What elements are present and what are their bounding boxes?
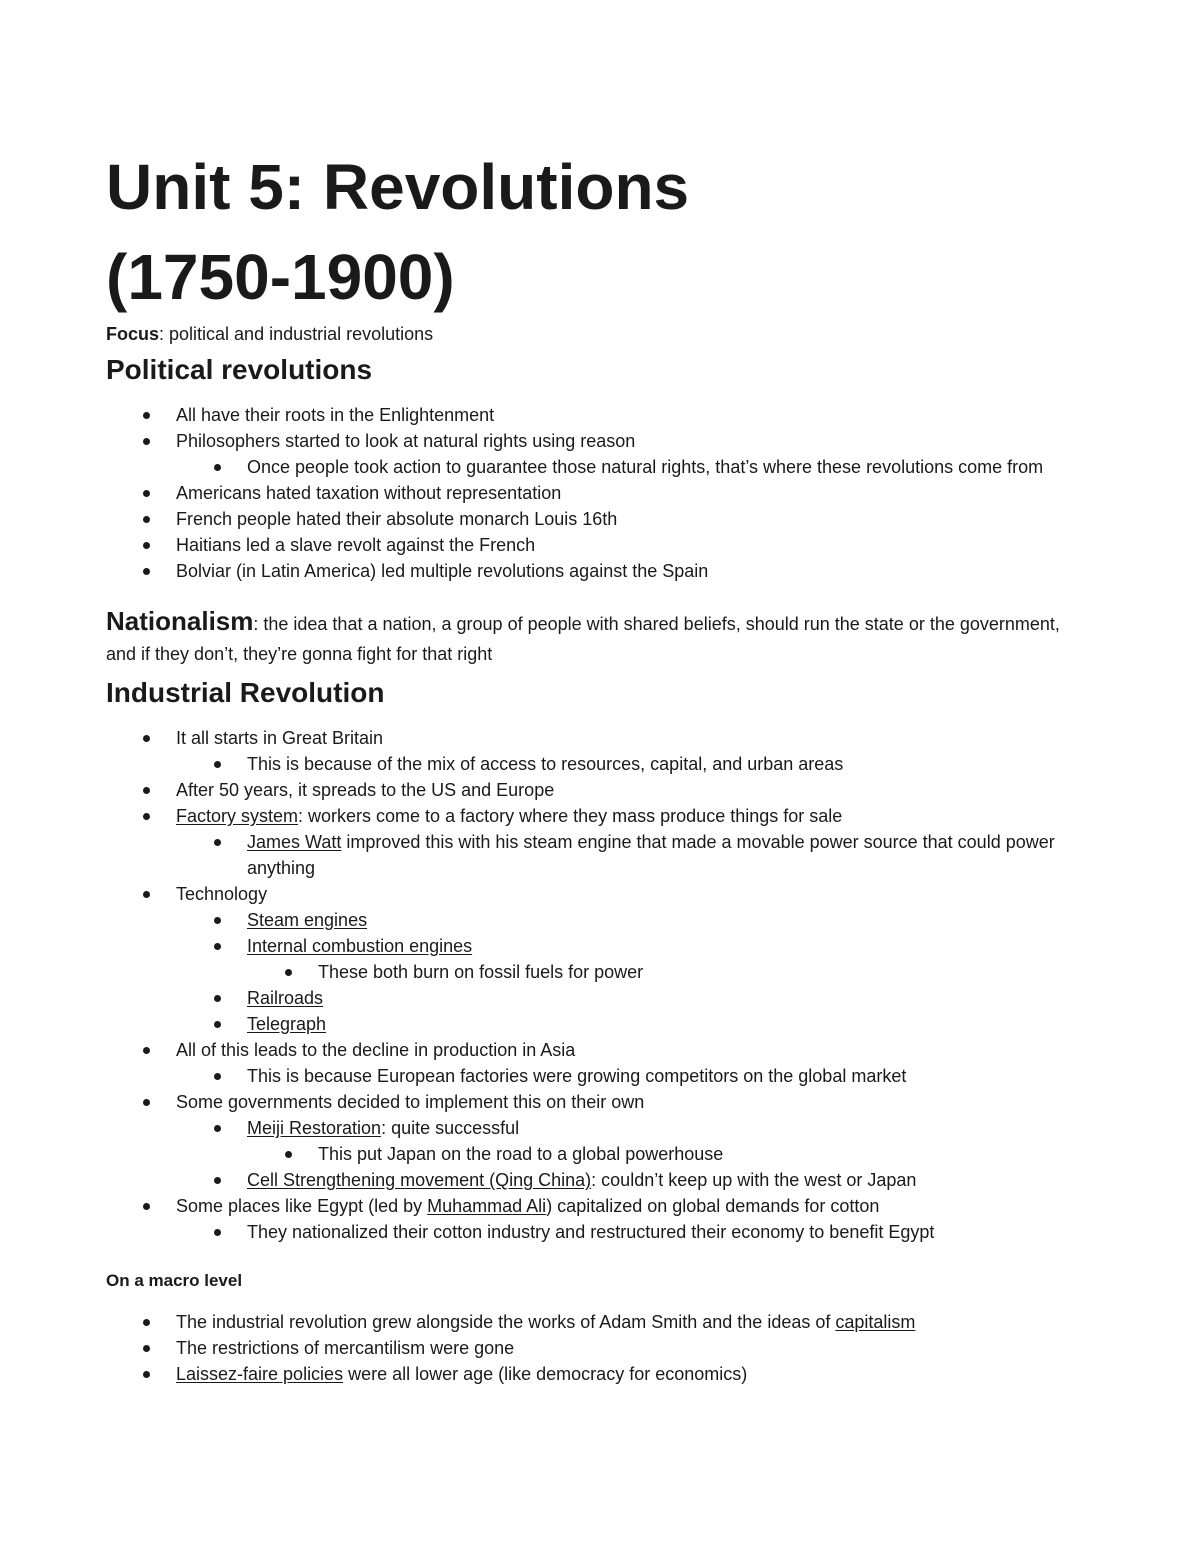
bullet-icon xyxy=(214,1125,221,1132)
bullet-icon xyxy=(143,1047,150,1054)
bullet-icon xyxy=(214,1177,221,1184)
list-item xyxy=(106,959,1086,985)
item-text: It all starts in Great Britain xyxy=(176,728,384,748)
item-text: Haitians led a slave revolt against the French xyxy=(176,535,536,555)
bullet-icon xyxy=(143,1203,150,1210)
bullet-icon xyxy=(143,516,150,523)
self-strengthening-term: Cell Strengthening movement (Qing China) xyxy=(247,1170,592,1190)
bullet-icon xyxy=(143,1099,150,1106)
item-text: This is because European factories were growing competitors on the global market xyxy=(247,1066,907,1086)
list-item xyxy=(106,1037,1086,1063)
list-item xyxy=(106,985,1086,1011)
bullet-icon xyxy=(214,839,221,846)
nationalism-term: Nationalism xyxy=(106,606,254,636)
bullet-icon xyxy=(143,735,150,742)
political-heading: Political revolutions xyxy=(106,354,373,385)
list-item xyxy=(106,1335,1086,1361)
list-item xyxy=(106,751,1086,777)
bullet-icon xyxy=(143,412,150,419)
item-text: The industrial revolution grew alongside the works of Adam Smith and the ideas of xyxy=(176,1312,836,1332)
list-item xyxy=(106,803,1086,829)
list-item xyxy=(106,480,1086,506)
bullet-icon xyxy=(143,813,150,820)
bullet-icon xyxy=(143,891,150,898)
list-item xyxy=(106,1115,1086,1141)
focus-label: Focus xyxy=(106,324,160,344)
item-text: ) capitalized on global demands for cotton xyxy=(546,1196,880,1216)
list-item xyxy=(106,506,1086,532)
item-text: Some governments decided to implement this on their own xyxy=(176,1092,645,1112)
nationalism-text: : the idea that a nation, a group of people with shared beliefs, should run the state or the government, and if they don’t, they’re gonna fight for that right xyxy=(106,614,1060,664)
item-text: This put Japan on the road to a global powerhouse xyxy=(318,1144,724,1164)
macro-heading: On a macro level xyxy=(106,1271,243,1290)
page-title xyxy=(106,142,1086,322)
bullet-icon xyxy=(143,787,150,794)
item-text: were all lower age (like democracy for economics) xyxy=(343,1364,748,1384)
list-item xyxy=(106,1309,1086,1335)
muhammad-ali-term: Muhammad Ali xyxy=(427,1196,547,1216)
item-text: Once people took action to guarantee those natural rights, that’s where these revolutions come from xyxy=(247,457,1044,477)
item-text: : couldn’t keep up with the west or Japan xyxy=(591,1170,917,1190)
list-item xyxy=(106,1167,1086,1193)
document-page xyxy=(106,142,1086,1387)
railroads-term: Railroads xyxy=(247,988,324,1008)
item-text: Bolviar (in Latin America) led multiple revolutions against the Spain xyxy=(176,561,709,581)
focus-text: : political and industrial revolutions xyxy=(159,324,434,344)
list-item xyxy=(106,777,1086,803)
list-item xyxy=(106,454,1086,480)
industrial-heading: Industrial Revolution xyxy=(106,677,385,708)
list-item xyxy=(106,1011,1086,1037)
list-item xyxy=(106,402,1086,428)
list-item xyxy=(106,881,1086,907)
item-text: They nationalized their cotton industry and restructured their economy to benefit Egypt xyxy=(247,1222,935,1242)
list-item xyxy=(106,1219,1086,1245)
item-text: Technology xyxy=(176,884,268,904)
bullet-icon xyxy=(214,1229,221,1236)
item-text: French people hated their absolute monarch Louis 16th xyxy=(176,509,618,529)
industrial-list xyxy=(106,725,1086,1245)
list-item xyxy=(106,1141,1086,1167)
bullet-icon xyxy=(143,438,150,445)
list-item xyxy=(106,1063,1086,1089)
bullet-icon xyxy=(285,969,292,976)
bullet-icon xyxy=(143,542,150,549)
list-item xyxy=(106,428,1086,454)
item-text: Americans hated taxation without representation xyxy=(176,483,562,503)
item-text: : workers come to a factory where they mass produce things for sale xyxy=(298,806,843,826)
item-text: Philosophers started to look at natural rights using reason xyxy=(176,431,636,451)
item-text: improved this with his steam engine that made a movable power source that could power anything xyxy=(247,832,1055,878)
nationalism-paragraph xyxy=(106,606,1086,669)
title-line-1: Unit 5: Revolutions xyxy=(106,151,690,223)
bullet-icon xyxy=(214,1073,221,1080)
item-text: This is because of the mix of access to resources, capital, and urban areas xyxy=(247,754,844,774)
item-text: The restrictions of mercantilism were gone xyxy=(176,1338,515,1358)
factory-system-term: Factory system xyxy=(176,806,299,826)
bullet-icon xyxy=(214,917,221,924)
bullet-icon xyxy=(214,943,221,950)
meiji-restoration-term: Meiji Restoration xyxy=(247,1118,382,1138)
bullet-icon xyxy=(143,1345,150,1352)
list-item xyxy=(106,558,1086,584)
james-watt-term: James Watt xyxy=(247,832,342,852)
laissez-faire-term: Laissez-faire policies xyxy=(176,1364,344,1384)
telegraph-term: Telegraph xyxy=(247,1014,327,1034)
item-text: : quite successful xyxy=(381,1118,520,1138)
list-item xyxy=(106,1193,1086,1219)
bullet-icon xyxy=(214,995,221,1002)
political-list xyxy=(106,402,1086,584)
list-item xyxy=(106,933,1086,959)
bullet-icon xyxy=(143,1319,150,1326)
list-item xyxy=(106,829,1086,881)
bullet-icon xyxy=(143,568,150,575)
bullet-icon xyxy=(285,1151,292,1158)
steam-engines-term: Steam engines xyxy=(247,910,368,930)
list-item xyxy=(106,1089,1086,1115)
bullet-icon xyxy=(143,1371,150,1378)
bullet-icon xyxy=(214,464,221,471)
internal-combustion-term: Internal combustion engines xyxy=(247,936,473,956)
capitalism-term: capitalism xyxy=(835,1312,916,1332)
bullet-icon xyxy=(143,490,150,497)
list-item xyxy=(106,725,1086,751)
item-text: All have their roots in the Enlightenment xyxy=(176,405,495,425)
list-item xyxy=(106,1361,1086,1387)
macro-list xyxy=(106,1309,1086,1387)
focus-line xyxy=(106,322,1086,346)
item-text: After 50 years, it spreads to the US and Europe xyxy=(176,780,555,800)
item-text: These both burn on fossil fuels for power xyxy=(318,962,644,982)
item-text: Some places like Egypt (led by xyxy=(176,1196,428,1216)
bullet-icon xyxy=(214,1021,221,1028)
list-item xyxy=(106,907,1086,933)
list-item xyxy=(106,532,1086,558)
bullet-icon xyxy=(214,761,221,768)
title-line-2: (1750-1900) xyxy=(106,241,455,313)
item-text: All of this leads to the decline in production in Asia xyxy=(176,1040,576,1060)
